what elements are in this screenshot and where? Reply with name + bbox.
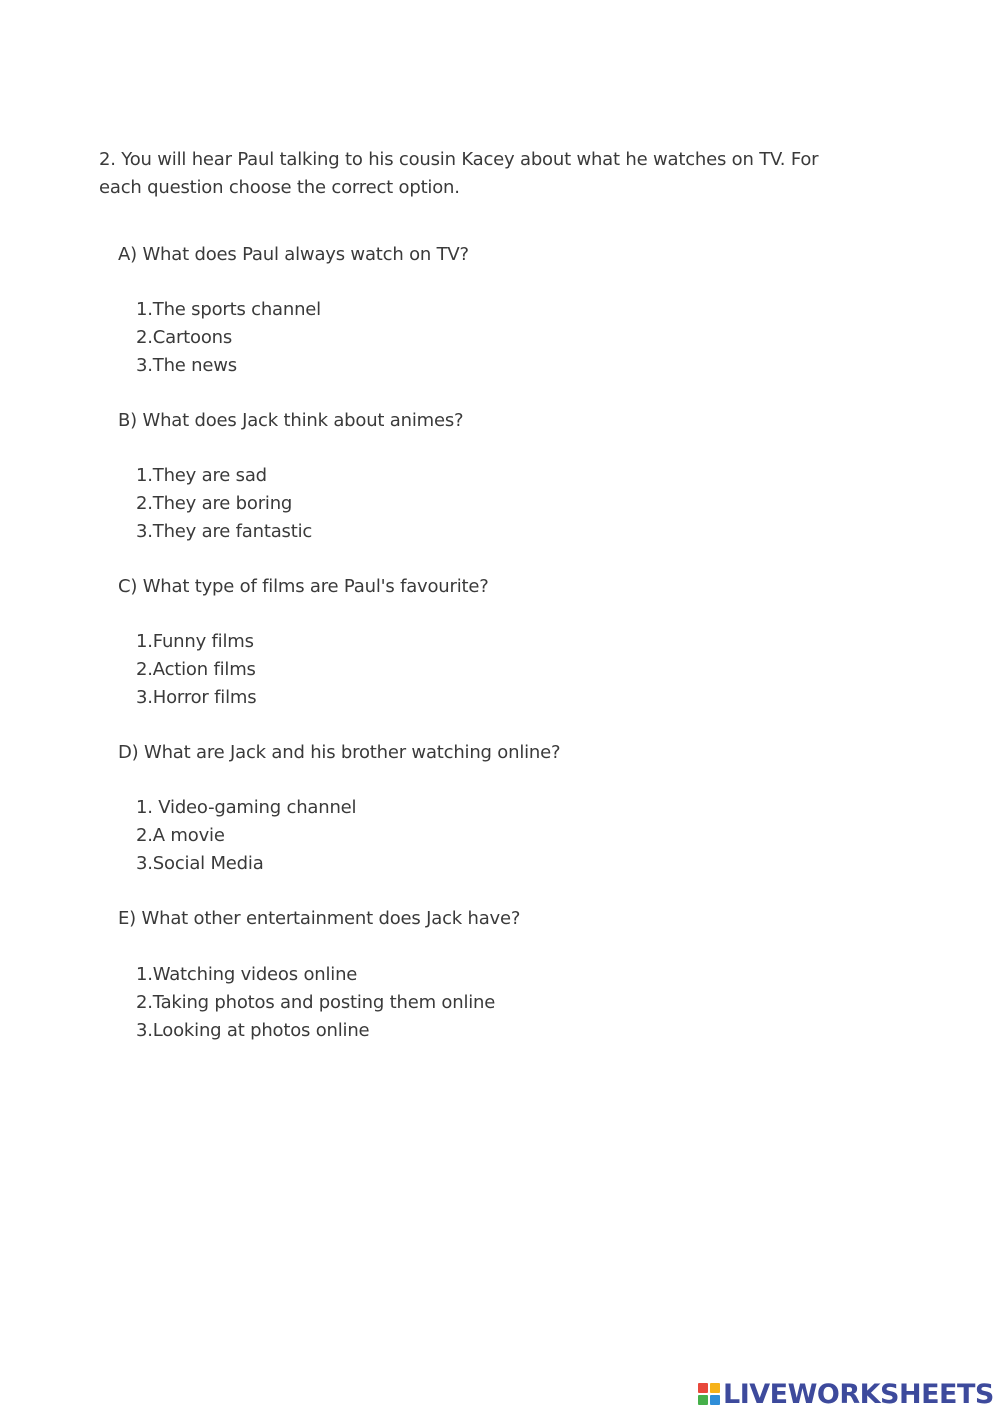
option-b-3[interactable]: 3.They are fantastic <box>136 521 313 542</box>
question-c: C) What type of films are Paul's favourite? <box>118 576 489 597</box>
logo-square-green <box>698 1395 708 1405</box>
options-c <box>136 628 256 712</box>
option-c-2[interactable]: 2.Action films <box>136 659 256 680</box>
option-label: They are boring <box>152 493 293 514</box>
liveworksheets-logo <box>698 1378 994 1410</box>
option-a-2[interactable]: 2.Cartoons <box>136 327 233 348</box>
option-label: Looking at photos online <box>152 1020 370 1041</box>
option-a-1[interactable]: 1.The sports channel <box>136 299 321 320</box>
option-label: They are fantastic <box>152 521 313 542</box>
option-e-2[interactable]: 2.Taking photos and posting them online <box>136 992 496 1013</box>
question-b: B) What does Jack think about animes? <box>118 410 464 431</box>
option-label: Action films <box>152 659 256 680</box>
option-label: The news <box>152 355 237 376</box>
exercise-instructions: 2. You will hear Paul talking to his cousin Kacey about what he watches on TV. For each question choose the correct option. <box>99 149 819 198</box>
question-e: E) What other entertainment does Jack have? <box>118 908 521 929</box>
option-c-3[interactable]: 3.Horror films <box>136 687 257 708</box>
option-d-2[interactable]: 2.A movie <box>136 825 225 846</box>
option-d-3[interactable]: 3.Social Media <box>136 853 264 874</box>
option-label: Video-gaming channel <box>152 797 357 818</box>
options-e <box>136 961 495 1045</box>
option-a-3[interactable]: 3.The news <box>136 355 237 376</box>
logo-text: LIVEWORKSHEETS <box>723 1378 994 1410</box>
logo-square-blue <box>710 1395 720 1405</box>
logo-square-yellow <box>710 1383 720 1393</box>
option-c-1[interactable]: 1.Funny films <box>136 631 254 652</box>
option-e-3[interactable]: 3.Looking at photos online <box>136 1020 370 1041</box>
options-d <box>136 794 356 878</box>
option-d-1[interactable]: 1. Video-gaming channel <box>136 797 357 818</box>
options-b <box>136 462 312 546</box>
option-label: They are sad <box>152 465 267 486</box>
question-d: D) What are Jack and his brother watching online? <box>118 742 561 763</box>
option-label: Funny films <box>152 631 254 652</box>
option-b-2[interactable]: 2.They are boring <box>136 493 293 514</box>
option-b-1[interactable]: 1.They are sad <box>136 465 267 486</box>
logo-square-red <box>698 1383 708 1393</box>
option-label: Horror films <box>152 687 257 708</box>
option-label: The sports channel <box>152 299 321 320</box>
logo-mark-icon <box>698 1383 720 1405</box>
option-label: Cartoons <box>152 327 233 348</box>
option-label: A movie <box>152 825 225 846</box>
question-a: A) What does Paul always watch on TV? <box>118 244 469 265</box>
option-label: Watching videos online <box>152 964 358 985</box>
option-e-1[interactable]: 1.Watching videos online <box>136 964 358 985</box>
options-a <box>136 296 321 380</box>
option-label: Social Media <box>152 853 264 874</box>
option-label: Taking photos and posting them online <box>152 992 496 1013</box>
